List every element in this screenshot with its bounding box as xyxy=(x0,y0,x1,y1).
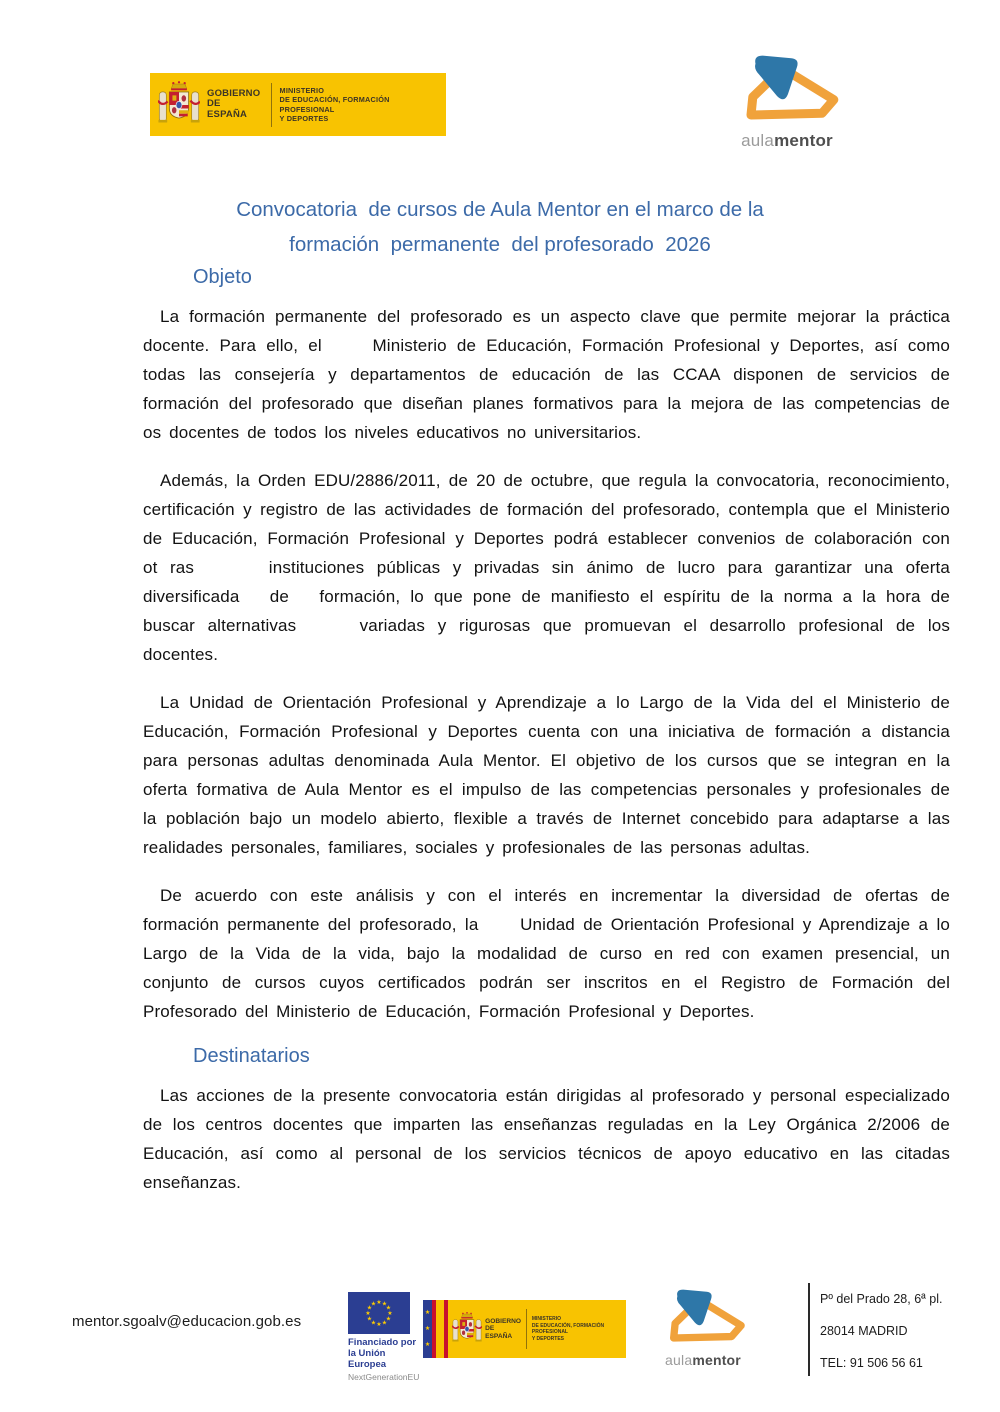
paragraph-3: La Unidad de Orientación Profesional y Aprendizaje a lo Largo de la Vida del el Ministerio de Educación, Formación Profesional y Deportes cuenta con una iniciativa de formación a distancia para personas adultas denominada Aula Mentor. El objetivo de los cursos que se integran en la oferta formativa de Aula Mentor es el impulso de las competencias personales y profesionales de la población bajo un modelo abierto, flexible a través de Internet concebido para adaptarse a las realidades personales, familiares, sociales y profesionales de las personas adultas. xyxy=(143,693,950,857)
brand-aula: aula xyxy=(665,1352,693,1368)
address-city: 28014 MADRID xyxy=(820,1324,908,1338)
svg-text:★: ★ xyxy=(370,1319,377,1327)
document-body xyxy=(143,266,950,1216)
spain-flag-column xyxy=(432,1300,448,1358)
eu-stars-column xyxy=(423,1300,432,1358)
banner-divider xyxy=(526,1309,527,1349)
ministry-line: MINISTERIO xyxy=(531,1316,562,1322)
eu-funding-logo xyxy=(348,1292,426,1382)
gobierno-ministerio-logo xyxy=(150,73,446,136)
paragraph-1: La formación permanente del profesorado es un aspecto clave que permite mejorar la práctica docente. Para ello, el Ministerio de Educación, Formación Profesional y Deportes, así como todas las consejería y departamentos de educación de las CCAA disponen de servicios de formación del profesorado que diseñan planes formativos para la mejora de las competencias de os docentes de todos los niveles educativos no universitarios. xyxy=(143,307,950,442)
address-block xyxy=(820,1283,942,1379)
svg-text:★: ★ xyxy=(381,1319,388,1327)
svg-text:★: ★ xyxy=(370,1300,377,1308)
star-icon: ★ xyxy=(424,1310,431,1316)
ministry-line: Y DEPORTES xyxy=(279,113,329,123)
svg-text:★: ★ xyxy=(366,1304,373,1312)
eu-funding-line-1: Financiado por xyxy=(348,1337,417,1348)
aulamentor-icon xyxy=(731,52,843,124)
svg-text:★: ★ xyxy=(366,1315,373,1323)
ministry-line: Y DEPORTES xyxy=(531,1335,565,1342)
ministry-line: MINISTERIO xyxy=(279,86,325,96)
address-phone: TEL: 91 506 56 61 xyxy=(820,1356,923,1370)
svg-text:★: ★ xyxy=(376,1321,382,1328)
paragraph-4: De acuerdo con este análisis y con el interés en incrementar la diversidad de ofertas de formación permanente del profesorado, la Unidad de Orientación Profesional y Aprendizaje a lo Largo de la Vida de la vida, bajo la modalidad de curso en red con examen presencial, un conjunto de cursos cuyos certificados podrán ser inscritos en el Registro de Formación del Profesorado del Ministerio de Educación, Formación Profesional y Deportes. xyxy=(143,886,950,1021)
de-espana-line: DE ESPAÑA xyxy=(485,1325,513,1340)
ministry-line: DE EDUCACIÓN, FORMACIÓN PROFESIONAL xyxy=(279,95,390,114)
eu-funding-line-3: NextGenerationEU xyxy=(348,1372,420,1382)
section-heading-destinatarios: Destinatarios xyxy=(193,1045,310,1067)
spain-coat-of-arms-icon xyxy=(158,80,200,130)
address-street: Pº del Prado 28, 6ª pl. xyxy=(820,1292,943,1306)
svg-text:★: ★ xyxy=(385,1304,392,1312)
paragraph-2: Además, la Orden EDU/2886/2011, de 20 de octubre, que regula la convocatoria, reconocimiento, certificación y registro de las actividades de formación del profesorado, contempla que el Ministerio de Educación, Formación Profesional y Deportes podrá establecer convenios de colaboración con ot ras instituciones públicas y privadas sin ánimo de lucro para garantizar una oferta diversificada de formación, lo que pone de manifiesto el espíritu de la norma a la hora de buscar alternativas variadas y rigurosas que promuevan el desarrollo profesional de los docentes. xyxy=(143,471,950,664)
gobierno-line: GOBIERNO xyxy=(485,1317,522,1325)
aulamentor-wordmark xyxy=(731,131,843,151)
svg-text:★: ★ xyxy=(385,1315,392,1323)
svg-text:★: ★ xyxy=(387,1310,393,1317)
banner-divider xyxy=(271,83,272,127)
eu-flag-icon xyxy=(348,1292,410,1334)
ministerio-label xyxy=(280,86,438,122)
title-line-2: formación permanente del profesorado 2026 xyxy=(289,233,711,256)
de-espana-line: DE ESPAÑA xyxy=(207,98,248,120)
ministerio-label xyxy=(532,1316,626,1342)
paragraph-5: Las acciones de la presente convocatoria están dirigidas al profesorado y personal especializado de los centros docentes que imparten las enseñanzas reguladas en la Ley Orgánica 2/2006 de Educación, así como al personal de los servicios técnicos de apoyo educativo en las citadas enseñanzas. xyxy=(143,1086,950,1192)
star-icon: ★ xyxy=(424,1326,431,1332)
gobierno-de-espana-label xyxy=(207,89,261,121)
gobierno-ministerio-logo-footer xyxy=(423,1300,626,1358)
svg-text:★: ★ xyxy=(376,1299,382,1306)
gobierno-de-espana-label xyxy=(485,1318,521,1340)
document-title xyxy=(0,192,1000,262)
contact-email: mentor.sgoalv@educacion.gob.es xyxy=(72,1313,302,1330)
ministry-line: DE EDUCACIÓN, FORMACIÓN PROFESIONAL xyxy=(531,1322,605,1335)
brand-aula: aula xyxy=(741,131,775,150)
footer-divider-line xyxy=(808,1283,810,1376)
spain-coat-of-arms-icon xyxy=(452,1310,482,1348)
aulamentor-wordmark xyxy=(658,1352,748,1368)
eu-funding-line-2: la Unión Europea xyxy=(348,1348,387,1370)
svg-text:★: ★ xyxy=(381,1300,388,1308)
brand-mentor: mentor xyxy=(692,1352,741,1368)
aulamentor-logo xyxy=(731,52,843,151)
title-line-1: Convocatoria de cursos de Aula Mentor en el marco de la xyxy=(236,198,764,221)
brand-mentor: mentor xyxy=(774,131,833,150)
aulamentor-icon xyxy=(659,1286,747,1346)
gobierno-line: GOBIERNO xyxy=(207,87,261,99)
aulamentor-logo-footer xyxy=(658,1286,748,1368)
section-heading-objeto: Objeto xyxy=(193,266,252,288)
svg-text:★: ★ xyxy=(365,1310,371,1317)
star-icon: ★ xyxy=(424,1342,431,1348)
